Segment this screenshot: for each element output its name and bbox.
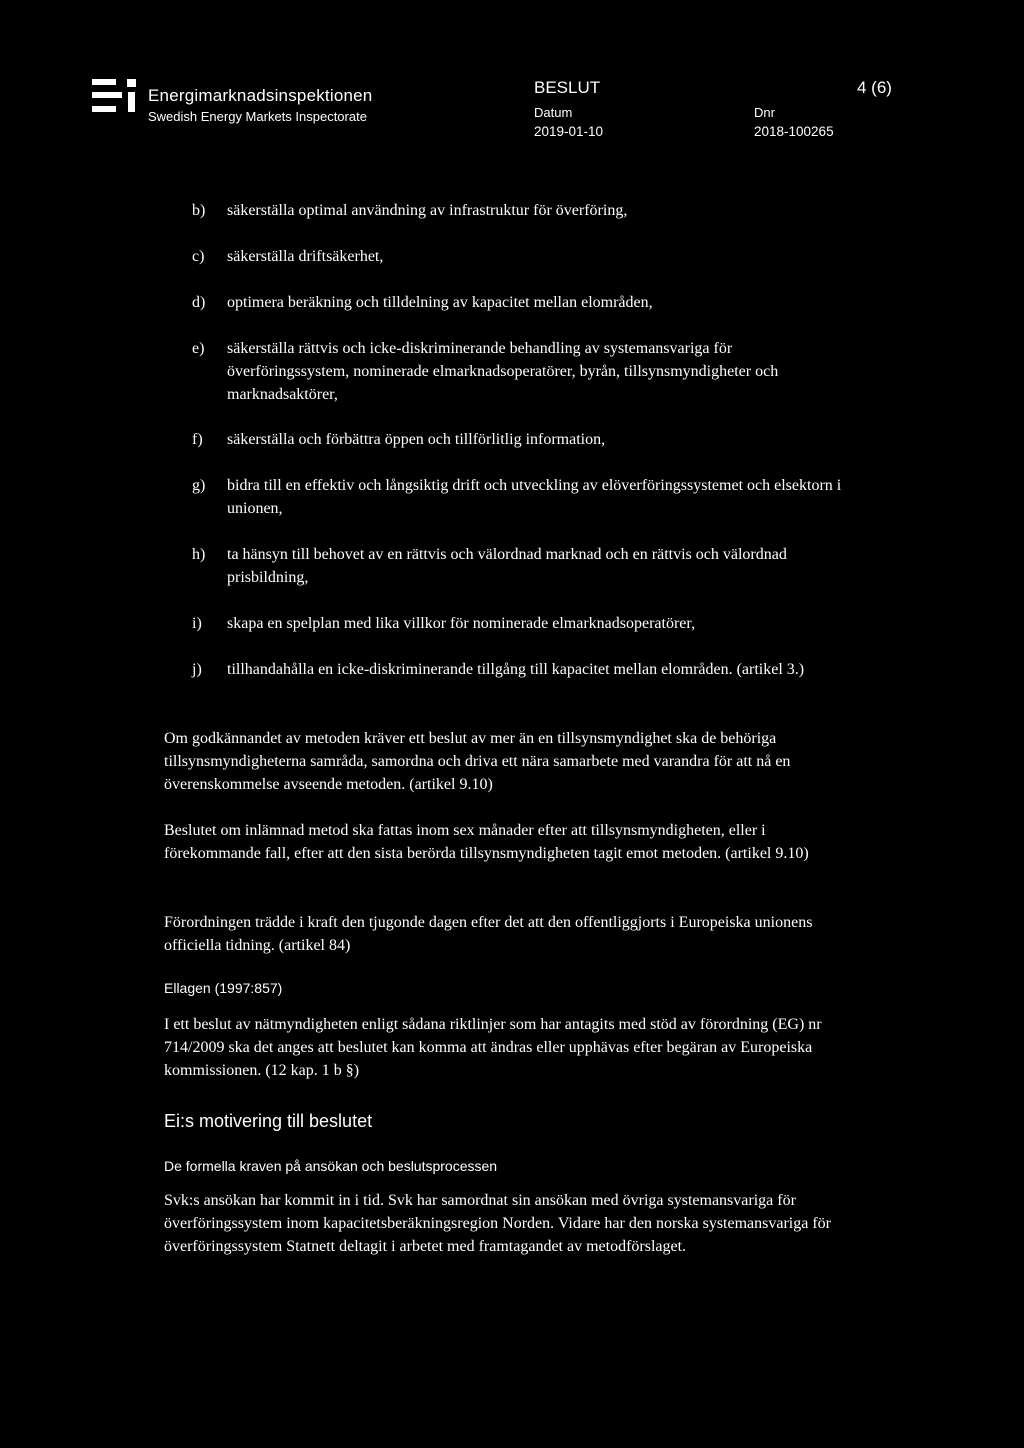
list-marker: e) (192, 340, 205, 357)
list-item-text: bidra till en effektiv och långsiktig drift och utveckling av elöverföringssystemet och elsektorn i unionen, (227, 477, 842, 517)
list-item-text: säkerställa och förbättra öppen och tillförlitlig information, (227, 431, 606, 448)
list-item-text: ta hänsyn till behovet av en rättvis och välordnad marknad och en rättvis och välordnad prisbildning, (227, 546, 787, 586)
list-marker: c) (192, 248, 205, 265)
org-name: Energimarknadsinspektionen (148, 86, 373, 105)
list-marker: d) (192, 294, 206, 311)
document-type: BESLUT (534, 78, 601, 97)
paragraph-entry-into-force: Förordningen trädde i kraft den tjugonde dagen efter det att den offentliggjorts i Europeiska unionens officiella tidning. (artikel 84) (164, 914, 813, 954)
page-number: 4 (6) (857, 78, 892, 97)
list-item-text: säkerställa driftsäkerhet, (227, 248, 384, 265)
paragraph-ellagen: I ett beslut av nätmyndigheten enligt sådana riktlinjer som har antagits med stöd av förordning (EG) nr 714/2009 ska det anges att beslutet kan komma att ändras eller upphävas efter begäran av Europeiska kommissionen. (12 kap. 1 b §) (164, 1016, 822, 1079)
paragraph-approval: Om godkännandet av metoden kräver ett beslut av mer än en tillsynsmyndighet ska de behöriga tillsynsmyndigheterna samråda, samordna och driva ett nära samarbete med varandra för att nå en överenskommelse avseende metoden. (artikel 9.10) (164, 730, 791, 793)
list-item-text: säkerställa rättvis och icke-diskriminerande behandling av systemansvariga för överföringssystem, nominerade elmarknadsoperatörer, byrån, tillsynsmyndigheter och marknadsaktörer, (227, 340, 779, 403)
list-marker: g) (192, 477, 206, 494)
datum-value: 2019-01-10 (534, 124, 604, 139)
dnr-label: Dnr (754, 105, 775, 120)
list-item (192, 245, 852, 268)
org-subtitle: Swedish Energy Markets Inspectorate (148, 109, 367, 124)
list-item (192, 612, 852, 635)
list-item (192, 474, 852, 520)
list-marker: i) (192, 615, 202, 632)
list-item (192, 199, 852, 222)
list-marker: b) (192, 202, 206, 219)
list-marker: h) (192, 546, 206, 563)
list-item (192, 337, 832, 406)
paragraph-formal-requirements: Svk:s ansökan har kommit in i tid. Svk har samordnat sin ansökan med övriga systemansvariga för överföringssystem inom kapacitetsberäkningsregion Norden. Vidare har den norska systemansvariga för överföringssystem Statnett deltagit i arbetet med framtagandet av metodförslaget. (164, 1192, 831, 1255)
section-heading: Ei:s motivering till beslutet (164, 1111, 373, 1131)
list-marker: j) (192, 661, 202, 678)
list-item-text: tillhandahålla en icke-diskriminerande tillgång till kapacitet mellan elområden. (artikel 3.) (227, 661, 805, 678)
list-marker: f) (192, 431, 203, 448)
datum-label: Datum (534, 105, 573, 120)
subsection-heading: De formella kraven på ansökan och beslutsprocessen (164, 1158, 498, 1174)
list-item (192, 543, 832, 589)
list-item-text: optimera beräkning och tilldelning av kapacitet mellan elområden, (227, 294, 653, 311)
list-item (192, 658, 832, 681)
list-item (192, 428, 852, 451)
list-item (192, 291, 852, 314)
paragraph-decision-deadline: Beslutet om inlämnad metod ska fattas inom sex månader efter att tillsynsmyndigheten, eller i förekommande fall, efter att den sista berörda tillsynsmyndigheten tagit emot metoden. (artikel 9.10) (164, 822, 809, 862)
list-item-text: säkerställa optimal användning av infrastruktur för överföring, (227, 202, 628, 219)
list-item-text: skapa en spelplan med lika villkor för nominerade elmarknadsoperatörer, (227, 615, 696, 632)
dnr-value: 2018-100265 (754, 124, 834, 139)
ei-logo (92, 79, 138, 123)
ellagen-heading: Ellagen (1997:857) (164, 980, 283, 996)
